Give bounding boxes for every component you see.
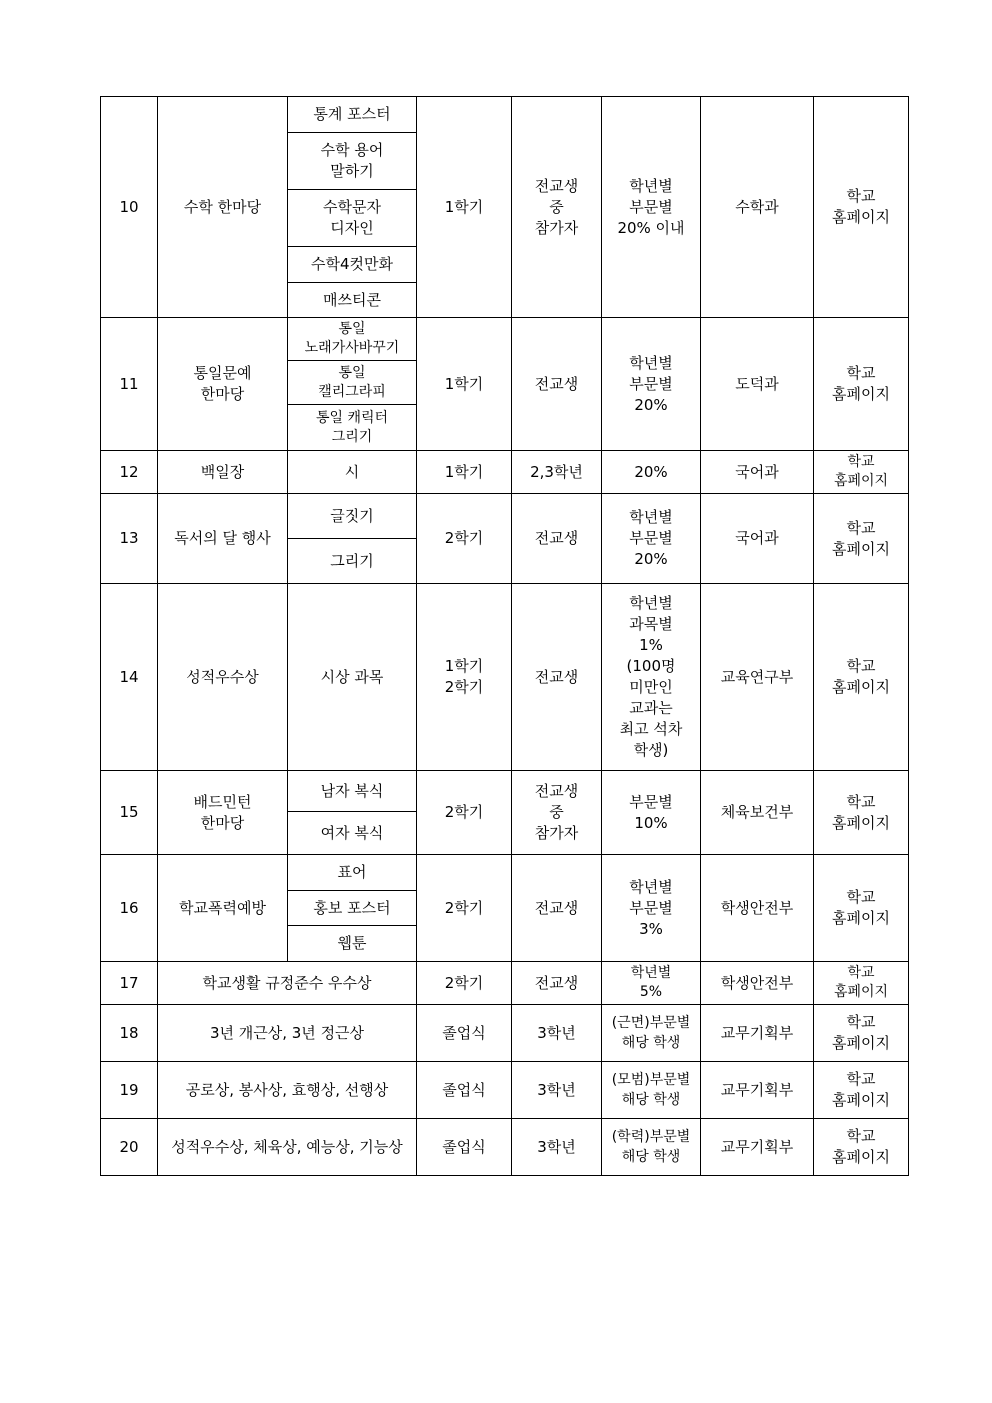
notice-channel: 학교 홈페이지 [814, 451, 909, 494]
awards-table [100, 96, 909, 1176]
target: 전교생 [512, 584, 602, 771]
category-item: 통일 캘리그라피 [288, 361, 417, 405]
row-number: 19 [101, 1062, 158, 1119]
row-number: 17 [101, 962, 158, 1005]
period: 1학기 [417, 97, 512, 318]
award-name: 백일장 [158, 451, 288, 494]
category-item: 시 [288, 451, 417, 494]
department: 학생안전부 [701, 962, 814, 1005]
category-item: 통일 캐릭터 그리기 [288, 405, 417, 451]
award-name: 학교폭력예방 [158, 855, 288, 962]
notice-channel: 학교 홈페이지 [814, 584, 909, 771]
category-item: 수학문자 디자인 [288, 190, 417, 247]
notice-channel: 학교 홈페이지 [814, 962, 909, 1005]
target: 전교생 [512, 318, 602, 451]
period: 2학기 [417, 771, 512, 855]
period: 1학기 [417, 451, 512, 494]
category-item: 홍보 포스터 [288, 891, 417, 926]
award-name: 독서의 달 행사 [158, 494, 288, 584]
table-row [101, 962, 909, 1005]
period: 1학기 2학기 [417, 584, 512, 771]
department: 교무기획부 [701, 1119, 814, 1176]
row-number: 20 [101, 1119, 158, 1176]
table-row [101, 97, 909, 133]
target: 3학년 [512, 1005, 602, 1062]
award-ratio: (근면)부문별 해당 학생 [602, 1005, 701, 1062]
category-item: 수학4컷만화 [288, 247, 417, 283]
table-row [101, 1119, 909, 1176]
department: 학생안전부 [701, 855, 814, 962]
award-name: 학교생활 규정준수 우수상 [158, 962, 417, 1005]
target: 전교생 [512, 494, 602, 584]
department: 국어과 [701, 451, 814, 494]
department: 교무기획부 [701, 1062, 814, 1119]
row-number: 12 [101, 451, 158, 494]
target: 전교생 [512, 962, 602, 1005]
notice-channel: 학교 홈페이지 [814, 1062, 909, 1119]
category-item: 여자 복식 [288, 812, 417, 855]
award-name: 3년 개근상, 3년 정근상 [158, 1005, 417, 1062]
notice-channel: 학교 홈페이지 [814, 494, 909, 584]
row-number: 18 [101, 1005, 158, 1062]
award-ratio: (학력)부문별 해당 학생 [602, 1119, 701, 1176]
award-ratio: 20% [602, 451, 701, 494]
department: 국어과 [701, 494, 814, 584]
table-row [101, 1005, 909, 1062]
award-ratio: (모범)부문별 해당 학생 [602, 1062, 701, 1119]
department: 도덕과 [701, 318, 814, 451]
category-item: 수학 용어 말하기 [288, 133, 417, 190]
category-item: 표어 [288, 855, 417, 891]
table-row [101, 318, 909, 361]
award-name: 배드민턴 한마당 [158, 771, 288, 855]
row-number: 15 [101, 771, 158, 855]
row-number: 16 [101, 855, 158, 962]
department: 체육보건부 [701, 771, 814, 855]
award-ratio: 학년별 부문별 20% [602, 494, 701, 584]
award-name: 통일문예 한마당 [158, 318, 288, 451]
award-ratio: 학년별 부문별 3% [602, 855, 701, 962]
category-item: 웹툰 [288, 926, 417, 962]
period: 1학기 [417, 318, 512, 451]
target: 전교생 중 참가자 [512, 97, 602, 318]
award-name: 성적우수상, 체육상, 예능상, 기능상 [158, 1119, 417, 1176]
table-row [101, 494, 909, 539]
table-row [101, 1062, 909, 1119]
period: 졸업식 [417, 1119, 512, 1176]
award-ratio: 학년별 5% [602, 962, 701, 1005]
notice-channel: 학교 홈페이지 [814, 97, 909, 318]
table-row [101, 771, 909, 812]
row-number: 13 [101, 494, 158, 584]
category-item: 통계 포스터 [288, 97, 417, 133]
target: 3학년 [512, 1119, 602, 1176]
target: 전교생 [512, 855, 602, 962]
department: 교무기획부 [701, 1005, 814, 1062]
target: 2,3학년 [512, 451, 602, 494]
target: 3학년 [512, 1062, 602, 1119]
row-number: 11 [101, 318, 158, 451]
target: 전교생 중 참가자 [512, 771, 602, 855]
row-number: 14 [101, 584, 158, 771]
period: 2학기 [417, 855, 512, 962]
category-item: 매쓰티콘 [288, 283, 417, 318]
category-item: 시상 과목 [288, 584, 417, 771]
award-name: 성적우수상 [158, 584, 288, 771]
table-row [101, 451, 909, 494]
notice-channel: 학교 홈페이지 [814, 1005, 909, 1062]
period: 2학기 [417, 494, 512, 584]
notice-channel: 학교 홈페이지 [814, 1119, 909, 1176]
period: 졸업식 [417, 1062, 512, 1119]
award-ratio: 부문별 10% [602, 771, 701, 855]
table-row [101, 584, 909, 771]
row-number: 10 [101, 97, 158, 318]
period: 졸업식 [417, 1005, 512, 1062]
notice-channel: 학교 홈페이지 [814, 771, 909, 855]
award-ratio: 학년별 과목별 1% (100명 미만인 교과는 최고 석차 학생) [602, 584, 701, 771]
award-name: 공로상, 봉사상, 효행상, 선행상 [158, 1062, 417, 1119]
category-item: 통일 노래가사바꾸기 [288, 318, 417, 361]
category-item: 글짓기 [288, 494, 417, 539]
department: 교육연구부 [701, 584, 814, 771]
award-ratio: 학년별 부문별 20% [602, 318, 701, 451]
category-item: 그리기 [288, 539, 417, 584]
award-ratio: 학년별 부문별 20% 이내 [602, 97, 701, 318]
notice-channel: 학교 홈페이지 [814, 318, 909, 451]
award-name: 수학 한마당 [158, 97, 288, 318]
notice-channel: 학교 홈페이지 [814, 855, 909, 962]
period: 2학기 [417, 962, 512, 1005]
category-item: 남자 복식 [288, 771, 417, 812]
table-row [101, 855, 909, 891]
department: 수학과 [701, 97, 814, 318]
